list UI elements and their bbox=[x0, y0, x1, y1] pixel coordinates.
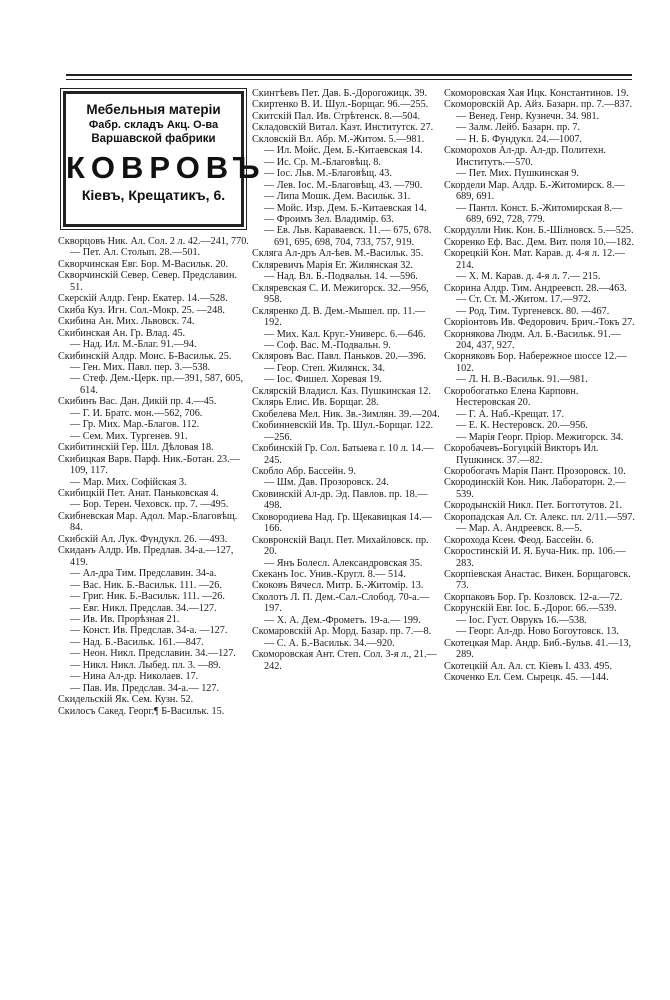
directory-entry: Скворчинскій Север. Север. Предславин. 51. bbox=[58, 270, 237, 293]
directory-entry: — Вас. Ник. Б.-Васильк. 111. —26. bbox=[70, 579, 222, 591]
directory-entry: Скляревичъ Марія Ег. Жилянская 32. bbox=[252, 259, 414, 271]
directory-entry: Скилосъ Сакед. Георг.¶ Б-Васильк. 15. bbox=[58, 705, 225, 717]
directory-entry: — Конст. Ив. Предслав. 34-а. —127. bbox=[70, 625, 228, 637]
directory-entry: Скородынскій Никл. Пет. Богготутов. 21. bbox=[444, 500, 623, 512]
directory-entry: — Х. А. Дем.-Фрометъ. 19-а.— 199. bbox=[264, 614, 421, 626]
top-rule-thin bbox=[66, 79, 632, 80]
directory-entry: — Іос. Льв. М.-Благовѣщ. 43. bbox=[264, 168, 392, 180]
directory-entry: Скоробогачъ Марія Пант. Прозоровск. 10. bbox=[444, 465, 626, 477]
directory-entry: — Н. Б. Фундукл. 24.—1007. bbox=[456, 133, 582, 145]
directory-entry: Скотецкій Ал. Ал. ст. Кіевъ I. 433. 495. bbox=[444, 660, 612, 672]
directory-entry: Сколотъ Л. П. Дем.-Сал.-Слобод. 70-а.—197. bbox=[252, 591, 430, 615]
directory-entry: — С. А. Б.-Васильк. 34.—920. bbox=[264, 637, 395, 649]
directory-entry: — Е. К. Нестеровск. 20.—956. bbox=[456, 420, 588, 432]
directory-entry: Скорохода Ксен. Феод. Бассейн. 6. bbox=[444, 534, 594, 546]
directory-entry: Скобинневскій Ив. Тр. Шул.-Борщаг. 122.—256. bbox=[252, 420, 434, 443]
directory-entry: — Ив. Ив. Прорѣзная 21. bbox=[70, 613, 180, 625]
directory-entry: Скидельскій Як. Сем. Кузн. 52. bbox=[58, 694, 194, 706]
directory-entry: — Г. А. Наб.-Крещат. 17. bbox=[456, 408, 565, 420]
directory-entry: — Ис. Ср. М.-Благовѣщ. 8. bbox=[264, 156, 381, 168]
directory-entry: Скибневская Мар. Адол. Мар.-Благовѣщ. 84. bbox=[58, 510, 238, 534]
directory-entry: Скибинъ Вас. Дан. Дикій пр. 4.—45. bbox=[58, 396, 217, 408]
directory-entry: — Пет. Ал. Столып. 28.—501. bbox=[70, 247, 201, 259]
directory-entry: Скоробогатько Елена Карповн. Нестеровская 20. bbox=[444, 385, 579, 409]
directory-entry: Сковронскій Вацл. Пет. Михайловск. пр. 20. bbox=[252, 534, 429, 558]
directory-entry: — Мойс. Изр. Дем. Б.-Китаевская 14. bbox=[264, 202, 427, 214]
directory-entry: Скоморовскій Ар. Айз. Базарн. пр. 7.—837. bbox=[444, 99, 633, 111]
directory-entry: Скибина Ан. Мих. Львовск. 74. bbox=[58, 316, 195, 328]
directory-entry: — Г. И. Братс. мон.—562, 706. bbox=[70, 407, 203, 419]
directory-entry: — Залм. Лейб. Базарн. пр. 7. bbox=[456, 122, 581, 134]
directory-entry: Скворчинская Евг. Бор. М-Васильк. 20. bbox=[58, 258, 229, 270]
directory-entry: Скоковъ Вячесл. Митр. Б.-Житомір. 13. bbox=[252, 580, 424, 592]
directory-entry: Скорнякова Людм. Ал. Б.-Васильк. 91.—204, 437, 927. bbox=[444, 328, 621, 351]
directory-entry: Скибицкій Пет. Анат. Паньковская 4. bbox=[58, 487, 219, 499]
directory-entry: Скоропадская Ал. Ст. Алекс. пл. 2/11.—597. bbox=[444, 511, 635, 523]
ad-line-1: Мебельныя матеріи bbox=[86, 102, 221, 117]
directory-entry: Скляровъ Вас. Павл. Паньков. 20.—396. bbox=[252, 351, 426, 363]
directory-entry: Скоростинскій И. Я. Буча-Ник. пр. 106.—283. bbox=[444, 546, 626, 569]
directory-entry: — Пантл. Конст. Б.-Житомирская 8.—689, 692, 728, 779. bbox=[456, 202, 623, 225]
directory-entry: Скоренко Еф. Вас. Дем. Вит. поля 10.—182. bbox=[444, 236, 634, 248]
directory-entry: — Соф. Вас. М.-Подвальн. 9. bbox=[264, 339, 391, 351]
directory-entry: Скибинскій Алдр. Моис. Б-Васильк. 25. bbox=[58, 350, 232, 362]
ad-line-3: Варшавской фабрики bbox=[91, 133, 216, 145]
directory-entry: — Ев. Льв. Караваевск. 11.— 675, 678. 691, 695, 698, 704, 733, 757, 919. bbox=[264, 225, 432, 248]
directory-entry: — Над. Б.-Васильк. 161.—847. bbox=[70, 636, 204, 648]
directory-entry: — Іос. Густ. Оврукъ 16.—538. bbox=[456, 614, 587, 626]
directory-entry: — Пет. Мих. Пушкинская 9. bbox=[456, 168, 579, 180]
directory-entry: — Липа Мошк. Дем. Васильк. 31. bbox=[264, 191, 411, 203]
directory-entry: — Геор. Степ. Жилянск. 34. bbox=[264, 362, 385, 374]
column-3-entries bbox=[444, 88, 636, 684]
column-1-entries bbox=[58, 236, 251, 717]
directory-entry: Скоробачевъ-Богуцкій Викторъ Ил. Пушкинск. 37.—82. bbox=[444, 443, 599, 466]
directory-entry: Скляревская С. И. Межигорск. 32.—956, 958. bbox=[252, 282, 429, 306]
directory-entry: — Сем. Мих. Тургенев. 91. bbox=[70, 430, 188, 442]
directory-entry: Скинтѣевъ Пет. Дав. Б.-Дорогожицк. 39. bbox=[252, 88, 428, 99]
directory-entry: — Неон. Никл. Предславин. 34.—127. bbox=[70, 648, 236, 660]
directory-entry: — Мар. А. Андреевск. 8.—5. bbox=[456, 523, 582, 535]
directory-entry: — Бор. Терен. Чеховск. пр. 7. —495. bbox=[70, 499, 229, 511]
directory-entry: — Лев. Іос. М.-Благовѣщ. 43. —790. bbox=[264, 179, 423, 191]
directory-entry: — Янъ Болесл. Александровская 35. bbox=[264, 557, 423, 569]
directory-entry: — Над. Ил. М.-Благ. 91.—94. bbox=[70, 339, 197, 351]
directory-entry: — Нина Ал-др. Николаев. 17. bbox=[70, 671, 199, 683]
column-2-entries bbox=[252, 88, 440, 672]
directory-entry: — Ген. Мих. Павл. пер. 3.—538. bbox=[70, 361, 211, 373]
directory-entry: Скобелева Мел. Ник. Зв.-Зимлян. 39.—204. bbox=[252, 408, 440, 420]
directory-entry: Скоченко Ел. Сем. Сырецк. 45. —144. bbox=[444, 672, 609, 684]
directory-entry: — Іос. Фишел. Хоревая 19. bbox=[264, 374, 382, 386]
directory-entry: Скорина Алдр. Тим. Андреевсп. 28.—463. bbox=[444, 282, 627, 294]
ad-line-2: Фабр. складъ Акц. О-ва bbox=[88, 119, 219, 131]
directory-entry: Склярскій Владисл. Каз. Пушкинская 12. bbox=[252, 385, 431, 397]
ad-address: Кіевъ, Крещатикъ, 6. bbox=[81, 187, 226, 203]
directory-entry: Сковинскій Ал-др. Эд. Павлов. пр. 18.—498. bbox=[252, 488, 428, 512]
directory-entry: Скобло Абр. Бассейн. 9. bbox=[252, 465, 356, 477]
directory-entry: — Ил. Мойс. Дем. Б.-Китаевская 14. bbox=[264, 145, 423, 157]
directory-entry: Скобинскій Гр. Сол. Батыева г. 10 л. 14.—245. bbox=[252, 443, 434, 466]
directory-entry: — Шм. Дав. Прозоровск. 24. bbox=[264, 477, 389, 489]
directory-entry: Скляга Ал-дръ Ал-ѣев. М.-Васильк. 35. bbox=[252, 248, 424, 260]
directory-entry: Скеканъ Іос. Унив.-Кругл. 8.— 514. bbox=[252, 569, 406, 581]
directory-entry: Скорунскій Евг. Іос. Б.-Дорог. 66.—539. bbox=[444, 603, 617, 615]
directory-entry: Скорняковъ Бор. Набережное шоссе 12.—102. bbox=[444, 351, 627, 374]
directory-entry: Скляренко Д. В. Дем.-Мышел. пр. 11.—192. bbox=[252, 305, 426, 329]
directory-entry: — Мар. Мих. Софійская 3. bbox=[70, 476, 187, 488]
directory-entry: Скловскій Вл. Абр. М.-Житом. 5.—981. bbox=[252, 133, 425, 145]
directory-entry: Скордулли Ник. Кон. Б.-Шілновск. 5.—525. bbox=[444, 225, 634, 237]
directory-entry: — Стеф. Дем.-Церк. пр.—391, 587, 605, 614. bbox=[70, 373, 244, 396]
directory-entry: — Мих. Кал. Круг.-Универс. 6.—646. bbox=[264, 328, 426, 340]
directory-entry: Скородинскій Кон. Ник. Лабораторн. 2.—539. bbox=[444, 477, 626, 500]
directory-entry: — Григ. Ник. Б.-Васильк. 111. —26. bbox=[70, 591, 225, 603]
directory-entry: — Л. Н. В.-Васильк. 91.—981. bbox=[456, 374, 588, 386]
directory-entry: Скворцовъ Ник. Ал. Сол. 2 л. 42.—241, 770. bbox=[58, 236, 249, 247]
directory-entry: — Венед. Генр. Кузнечн. 34. 981. bbox=[456, 110, 600, 122]
directory-entry: — Над. Вл. Б.-Подвальн. 14. —596. bbox=[264, 271, 418, 283]
directory-entry: — Род. Тим. Тургеневск. 80. —467. bbox=[456, 305, 610, 317]
ad-brand: КОВРОВЪ bbox=[66, 150, 266, 185]
column-1 bbox=[58, 88, 266, 717]
directory-entry: — Евг. Никл. Предслав. 34.—127. bbox=[70, 602, 217, 614]
directory-entry: Скордели Мар. Алдр. Б.-Житомирск. 8.—689, 691. bbox=[444, 179, 625, 203]
advertisement-box bbox=[63, 91, 266, 227]
directory-entry: — Никл. Никл. Лыбед. пл. 3. —89. bbox=[70, 659, 221, 671]
directory-entry: — Марія Георг. Пріор. Межигорск. 34. bbox=[456, 431, 624, 443]
directory-entry: Скоморовская Хая Ицк. Константинов. 19. bbox=[444, 88, 629, 99]
directory-entry: Скоморохов Ал-др. Ал-др. Политехн. Институтъ.—570. bbox=[444, 145, 606, 168]
directory-entry: Скибскій Ал. Лук. Фундукл. 26. —493. bbox=[58, 533, 228, 545]
directory-entry: — Пав. Ив. Предслав. 34-а.— 127. bbox=[70, 682, 220, 694]
directory-entry: Скотецкая Мар. Андр. Биб.-Бульв. 41.—13, 289. bbox=[444, 637, 632, 661]
directory-entry: Скибинская Ан. Гр. Влад. 45. bbox=[58, 327, 186, 339]
directory-entry: Склярь Елис. Ив. Борщаг. 28. bbox=[252, 397, 379, 409]
directory-entry: Скиданъ Алдр. Ив. Предлав. 34-а.—127, 419. bbox=[58, 545, 234, 568]
directory-entry: Скитскій Пал. Ив. Стрѣтенск. 8.—504. bbox=[252, 110, 420, 122]
directory-entry: Складовскій Витал. Каэт. Институтск. 27. bbox=[252, 122, 434, 134]
directory-entry: Скиртенко В. И. Шул.-Борщаг. 96.—255. bbox=[252, 99, 429, 111]
directory-entry: — Фроимъ Зел. Владимір. 63. bbox=[264, 213, 394, 225]
directory-entry: — Георг. Ал-др. Ново Богоутовск. 13. bbox=[456, 626, 619, 638]
directory-entry: — Ал-дра Тим. Предславин. 34-а. bbox=[70, 568, 217, 580]
directory-entry: Скоріонтовъ Ив. Федорович. Брич.-Токъ 27. bbox=[444, 317, 635, 329]
directory-entry: Скерскій Алдр. Генр. Екатер. 14.—528. bbox=[58, 293, 228, 305]
column-2 bbox=[252, 88, 440, 672]
directory-entry: — Ст. Ст. М.-Житом. 17.—972. bbox=[456, 294, 591, 306]
directory-entry: Скибитинскій Гер. Шл. Дѣловая 18. bbox=[58, 442, 214, 454]
directory-entry: — Х. М. Карав. д. 4-я л. 7.— 215. bbox=[456, 271, 601, 283]
top-rule bbox=[66, 74, 632, 76]
directory-entry: Скомаровскій Ар. Морд. Базар. пр. 7.—8. bbox=[252, 626, 432, 638]
directory-entry: Сковородиева Над. Гр. Щекавицкая 14.—166. bbox=[252, 511, 432, 535]
directory-entry: Скибицкая Варв. Парф. Ник.-Ботан. 23.—109, 117. bbox=[58, 453, 240, 477]
directory-entry: Скиба Куз. Игн. Сол.-Мокр. 25. —248. bbox=[58, 304, 225, 316]
column-3 bbox=[444, 88, 636, 684]
directory-entry: Скорпаковъ Бор. Гр. Козловск. 12-а.—72. bbox=[444, 591, 623, 603]
directory-entry: Скорецкій Кон. Мат. Карав. д. 4-я л. 12.—214. bbox=[444, 248, 625, 271]
directory-entry: Скоморовская Ант. Степ. Сол. 3-я л., 21.—242. bbox=[252, 649, 437, 672]
directory-entry: Скорпіевская Анастас. Викен. Борщаговск. 73. bbox=[444, 569, 631, 592]
directory-entry: — Гр. Мих. Мар.-Благов. 112. bbox=[70, 419, 200, 431]
